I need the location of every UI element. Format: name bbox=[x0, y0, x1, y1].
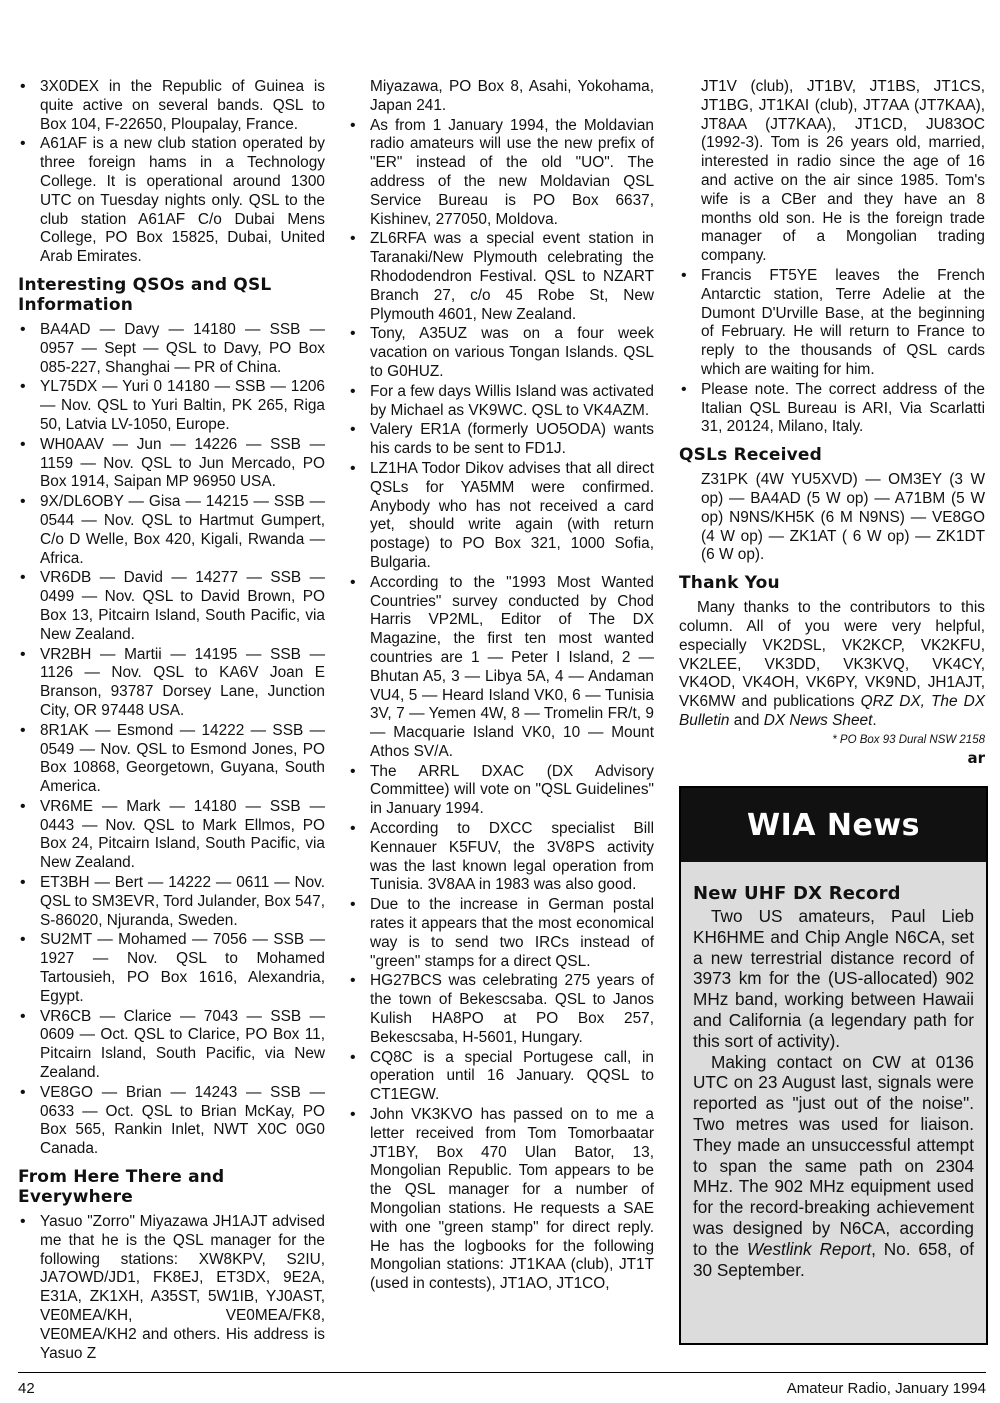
section-heading-qsls-received: QSLs Received bbox=[679, 445, 822, 466]
footer-rule bbox=[18, 1372, 986, 1373]
news-item: • 3X0DEX in the Republic of Guinea is quite active on several bands. QSL to Box 104, F-22650, Ploupalay, France. bbox=[18, 78, 325, 134]
qso-item: • VR6ME — Mark — 14180 — SSB — 0443 — Nov. QSL to Mark Ellmos, PO Box 24, Pitcairn Island, South Pacific, via New Zealand. bbox=[18, 798, 325, 873]
news-item: • Please note. The correct address of the Italian QSL Bureau is ARI, Via Scarlatti 31, 20124, Milano, Italy. bbox=[679, 381, 985, 437]
wia-paragraph bbox=[693, 1052, 974, 1281]
wia-paragraph: Two US amateurs, Paul Lieb KH6HME and Chip Angle N6CA, set a new terrestrial distance record of 3973 km for the (US-allocated) 902 MHz band, working between Hawaii and California (a legendary path for this sort of activity). bbox=[693, 906, 974, 1051]
thank-you-end: . bbox=[872, 711, 877, 729]
section-heading-qsos: Interesting QSOs and QSL Information bbox=[18, 274, 272, 315]
news-item: • ZL6RFA was a special event station in Taranaki/New Plymouth celebrating the Rhododendron Festival. QSL to NZART Branch 27, c/o 45 Robe St, New Plymouth 4601, New Zealand. bbox=[348, 230, 654, 324]
continued-text: JT1V (club), JT1BV, JT1BS, JT1CS, JT1BG, JT1KAI (club), JT7AA (JT7KAA), JT8AA (JT7KAA), JT1CD, JU83OC (1992-3). Tom is 26 years old, married, interested in radio since the age of 16 and active on the air since 1985. Tom's wife is a CBer and they have an 8 months old son. He is the foreign trade manager of a Mongolian trading company. bbox=[701, 78, 985, 265]
publication-title: Westlink Report bbox=[746, 1238, 872, 1259]
news-item: • Yasuo "Zorro" Miyazawa JH1AJT advised me that he is the QSL manager for the following stations: XW8KPV, S2IU, JA7OWD/JD1, FK8EJ, ET3DX, 9E2A, E31A, ZK1XH, A35ST, 5W1IB, YJ0AST, VE0MEA/KH, VE0MEA/FK8, VE0MEA/KH2 and others. His address is Yasuo Z bbox=[18, 1213, 325, 1363]
news-item: • Tony, A35UZ was on a four week vacation on various Tongan Islands. QSL to G0HUZ. bbox=[348, 325, 654, 381]
thank-you-text bbox=[679, 599, 985, 731]
author-footnote: * PO Box 93 Dural NSW 2158 bbox=[832, 733, 985, 746]
column-2 bbox=[348, 78, 654, 1295]
wia-paragraph-lead: Making contact on CW at 0136 UTC on 23 August last, signals were reported as "just out of the noise". Two metres was used for liaison. They made an unsuccessful attempt to span the same path on 2304 MHz. The 902 MHz equipment used for the record-breaking achievement was designed by N6CA, according to the bbox=[693, 1051, 974, 1259]
news-item: • The ARRL DXAC (DX Advisory Committee) will vote on "QSL Guidelines" in January 1994. bbox=[348, 763, 654, 819]
section-heading-thank-you: Thank You bbox=[679, 573, 780, 594]
qso-item: • ET3BH — Bert — 14222 — 0611 — Nov. QSL to SM3EVR, Tord Julander, Box 547, S-86020, Njuranda, Sweden. bbox=[18, 874, 325, 930]
qso-item: • 8R1AK — Esmond — 14222 — SSB — 0549 — Nov. QSL to Esmond Jones, PO Box 10868, Georgetown, Guyana, South America. bbox=[18, 722, 325, 797]
wia-news-title: WIA News bbox=[681, 788, 986, 862]
news-item: • Valery ER1A (formerly UO5ODA) wants his cards to be sent to FD1J. bbox=[348, 421, 654, 459]
continued-text: Miyazawa, PO Box 8, Asahi, Yokohama, Japan 241. bbox=[370, 78, 654, 114]
qso-item: • 9X/DL6OBY — Gisa — 14215 — SSB — 0544 — Nov. QSL to Hartmut Gumpert, C/o D Welle, Box 420, Kigali, Rwanda — Africa. bbox=[18, 493, 325, 568]
column-1 bbox=[18, 78, 325, 1364]
wia-article-heading: New UHF DX Record bbox=[693, 883, 901, 904]
news-item: • According to DXCC specialist Bill Kennauer K5FUV, the 3V8PS activity was the last known legal operation from Tunisia. 3V8AA in 1983 was also good. bbox=[348, 820, 654, 895]
qso-item: • YL75DX — Yuri 0 14180 — SSB — 1206 — Nov. QSL to Yuri Baltin, PK 265, Riga 50, Latvia LV-1050, Europe. bbox=[18, 378, 325, 434]
page-number: 42 bbox=[18, 1380, 35, 1397]
qso-item: • VE8GO — Brian — 14243 — SSB — 0633 — Oct. QSL to Brian McKay, PO Box 565, Rankin Inlet, NWT X0C 0G0 Canada. bbox=[18, 1084, 325, 1159]
news-item: • CQ8C is a special Portugese call, in operation until 16 January. QQSL to CT1EGW. bbox=[348, 1049, 654, 1105]
end-mark: ar bbox=[967, 748, 985, 767]
news-item: • John VK3KVO has passed on to me a letter received from Tom Tomorbaatar JT1BY, Box 470 Ulan Bator, 13, Mongolian Republic. Tom appears to be the QSL manager for a number of Mongolian stations. He requests a SAE with one "green stamp" for direct reply. He has the logbooks for the following Mongolian stations: JT1KAA (club), JT1T (used in contests), JT1AO, JT1CO, bbox=[348, 1106, 654, 1294]
qso-item: • WH0AAV — Jun — 14226 — SSB — 1159 — Nov. QSL to Jun Mercado, PO Box 1914, Saipan MP 96950 USA. bbox=[18, 436, 325, 492]
news-item: • For a few days Willis Island was activated by Michael as VK9WC. QSL to VK4AZM. bbox=[348, 383, 654, 421]
wia-paragraph-end: , No. 658, of 30 September. bbox=[693, 1238, 975, 1280]
wia-news-box bbox=[679, 786, 988, 1345]
qso-item: • VR6CB — Clarice — 7043 — SSB — 0609 — Oct. QSL to Clarice, PO Box 11, Pitcairn Island, South Pacific, via New Zealand. bbox=[18, 1008, 325, 1083]
qso-item: • VR6DB — David — 14277 — SSB — 0499 — Nov. QSL to David Brown, PO Box 13, Pitcairn Island, South Pacific, via New Zealand. bbox=[18, 569, 325, 644]
publication-title: DX News Sheet bbox=[763, 711, 873, 729]
news-item: • As from 1 January 1994, the Moldavian radio amateurs will use the new prefix of "ER" instead of the old "UO". The address of the new Moldavian QSL Service Bureau is PO Box 6637, Kishinev, 277050, Moldova. bbox=[348, 117, 654, 230]
publication-title: QRZ DX, The DX Bulletin bbox=[679, 693, 985, 729]
qsls-received-text: Z31PK (4W YU5XVD) — OM3EY (3 W op) — BA4AD (5 W op) — A71BM (5 W op) N9NS/KH5K (6 M N9NS) — VE8GO (4 W op) — ZK1AT ( 6 W op) — ZK1DT (6 W op). bbox=[701, 471, 985, 564]
news-item: • LZ1HA Todor Dikov advises that all direct QSLs for YA5MM were confirmed. Anybody who has not received a card yet, should write again (with return postage) to PO Box 321, 1000 Sofia, Bulgaria. bbox=[348, 460, 654, 573]
news-item: • According to the "1993 Most Wanted Countries" survey conducted by Chod Harris VP2ML, Editor of The DX Magazine, the first ten most wanted countries are 1 — Peter I Island, 2 — Bhutan A5, 3 — Libya 5A, 4 — Andaman VU4, 5 — Heard Island VK0, 6 — Tunisia 3V, 7 — Yemen 4W, 8 — Tromelin FR/t, 9 — Macquarie Island VK0, 10 — Mount Athos SV/A. bbox=[348, 574, 654, 762]
column-3 bbox=[679, 78, 985, 768]
qso-item: • BA4AD — Davy — 14180 — SSB — 0957 — Sept — QSL to Davy, PO Box 085-227, Shanghai — PR of China. bbox=[18, 321, 325, 377]
qso-item: • SU2MT — Mohamed — 7056 — SSB — 1927 — Nov. QSL to Mohamed Tartousieh, PO Box 1616, Alexandria, Egypt. bbox=[18, 931, 325, 1006]
wia-news-body bbox=[681, 862, 986, 1280]
section-heading-from-here: From Here There and Everywhere bbox=[18, 1167, 225, 1208]
thank-you-joiner: and bbox=[729, 711, 764, 729]
qso-item: • VR2BH — Martii — 14195 — SSB — 1126 — Nov. QSL to KA6V Joan E Branson, 93787 Dorsey Lane, Junction City, OR 97448 USA. bbox=[18, 646, 325, 721]
news-item: • HG27BCS was celebrating 275 years of the town of Bekescsaba. QSL to Janos Kulish HA8PO at PO Box 257, Bekescsaba, H-5601, Hungary. bbox=[348, 972, 654, 1047]
publication-footer: Amateur Radio, January 1994 bbox=[786, 1380, 986, 1397]
news-item: • Due to the increase in German postal rates it appears that the most economical way is to send two IRCs instead of "green" stamps for a direct QSL. bbox=[348, 896, 654, 971]
news-item: • A61AF is a new club station operated by three foreign hams in a Technology College. It is operational around 1300 UTC on Tuesday nights only. QSL to the club station A61AF C/o Dubai Mens College, PO Box 15825, Dubai, United Arab Emirates. bbox=[18, 135, 325, 267]
news-item: • Francis FT5YE leaves the French Antarctic station, Terre Adelie at the Dumont D'Urville Base, at the beginning of February. He will return to France to reply to the thousands of QSL cards which are waiting for him. bbox=[679, 267, 985, 380]
thank-you-lead: Many thanks to the contributors to this column. All of you were very helpful, especially VK2DSL, VK2KCP, VK2KFU, VK2LEE, VK3DD, VK3KVQ, VK4CY, VK4OD, VK4OH, VK6PY, VK9ND, JH1AJT, VK6MW and publications bbox=[679, 599, 985, 711]
